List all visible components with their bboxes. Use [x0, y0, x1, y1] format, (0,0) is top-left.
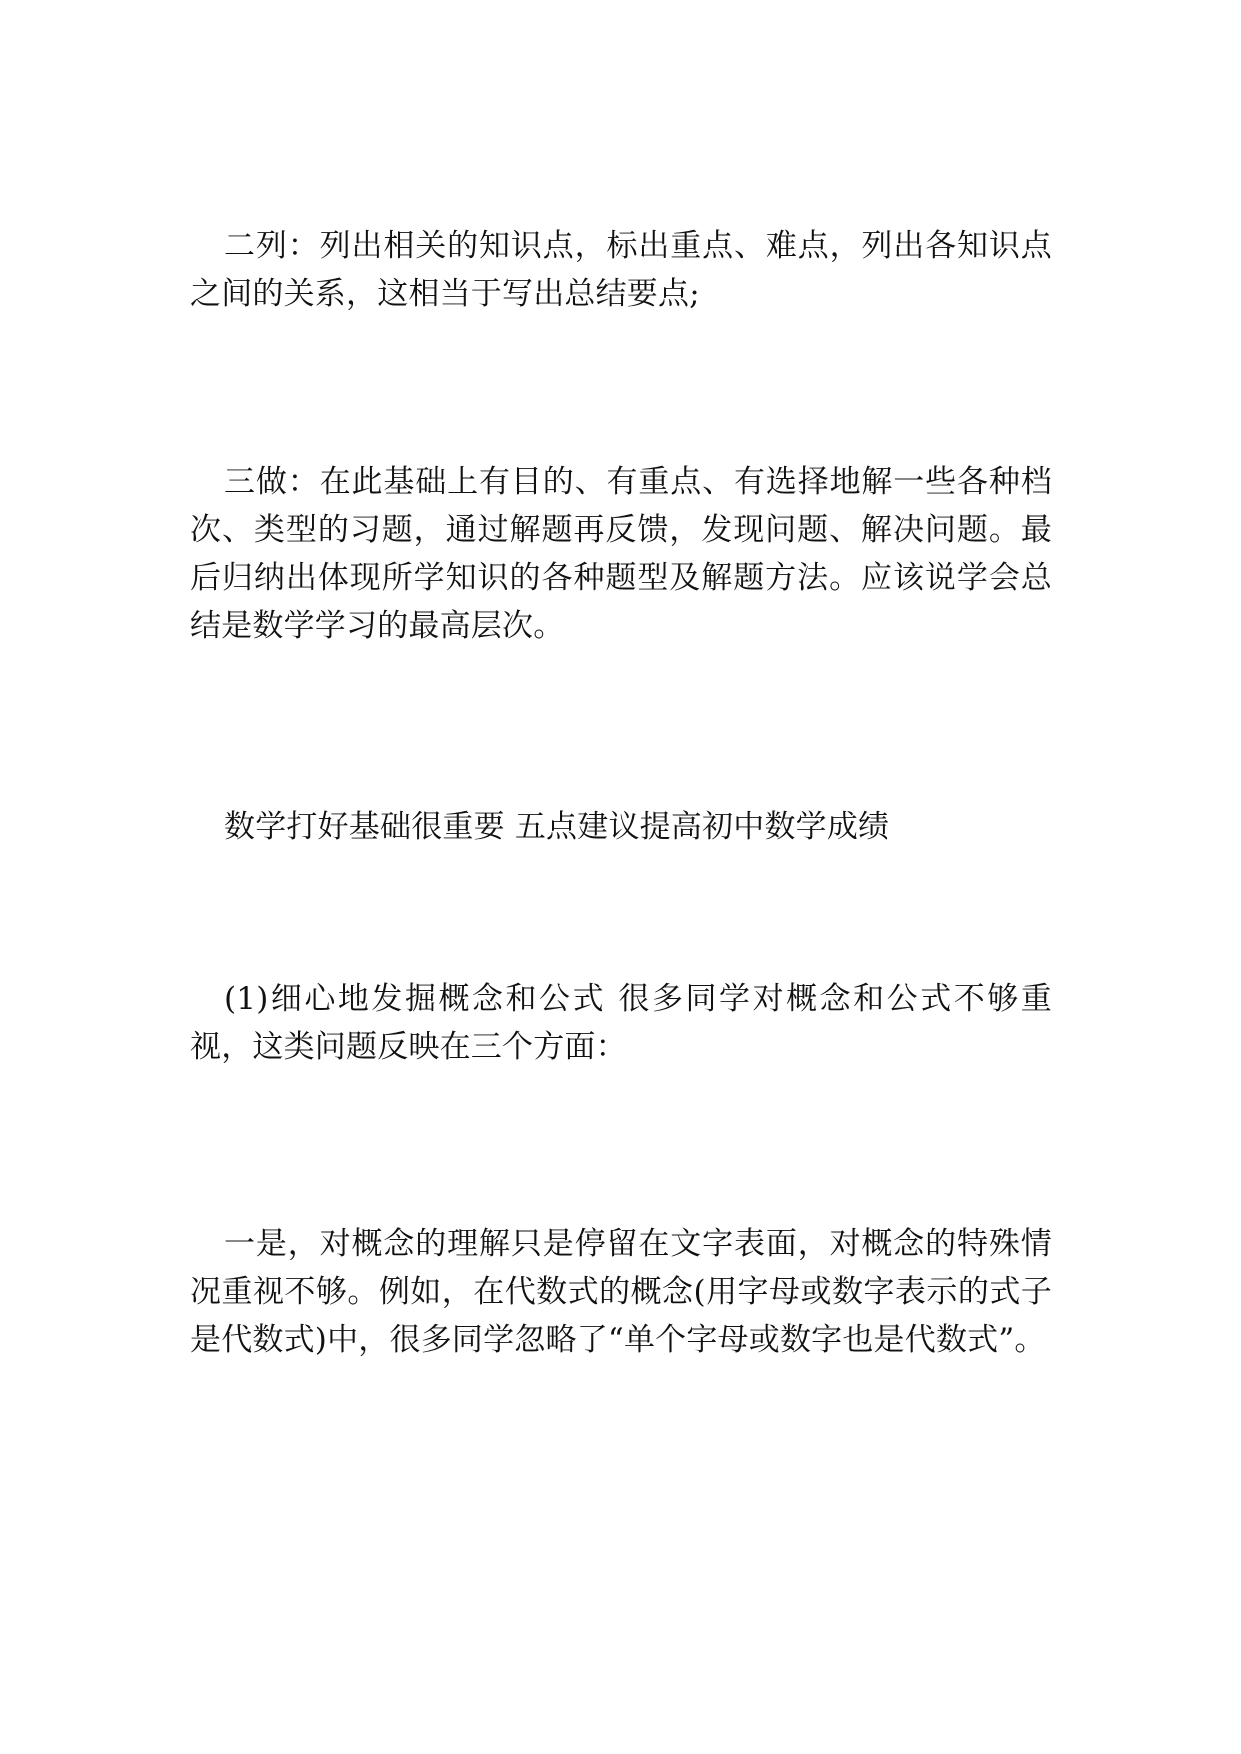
paragraph-practice-exercises: 三做：在此基础上有目的、有重点、有选择地解一些各种档次、类型的习题，通过解题再反馈，发现问题、解决问题。最后归纳出体现所学知识的各种题型及解题方法。应该说学会总结是数学学习的最高层次。 — [190, 464, 1052, 644]
paragraph-summary-points: 二列：列出相关的知识点，标出重点、难点，列出各知识点之间的关系，这相当于写出总结要点; — [190, 228, 1052, 312]
section-heading: 数学打好基础很重要 五点建议提高初中数学成绩 — [224, 809, 890, 845]
paragraph-concepts-formulas: (1)细心地发掘概念和公式 很多同学对概念和公式不够重视，这类问题反映在三个方面： — [190, 981, 1052, 1065]
paragraph-concept-understanding: 一是，对概念的理解只是停留在文字表面，对概念的特殊情况重视不够。例如，在代数式的概念(用字母或数字表示的式子是代数式)中，很多同学忽略了“单个字母或数字也是代数式”。 — [190, 1226, 1052, 1358]
